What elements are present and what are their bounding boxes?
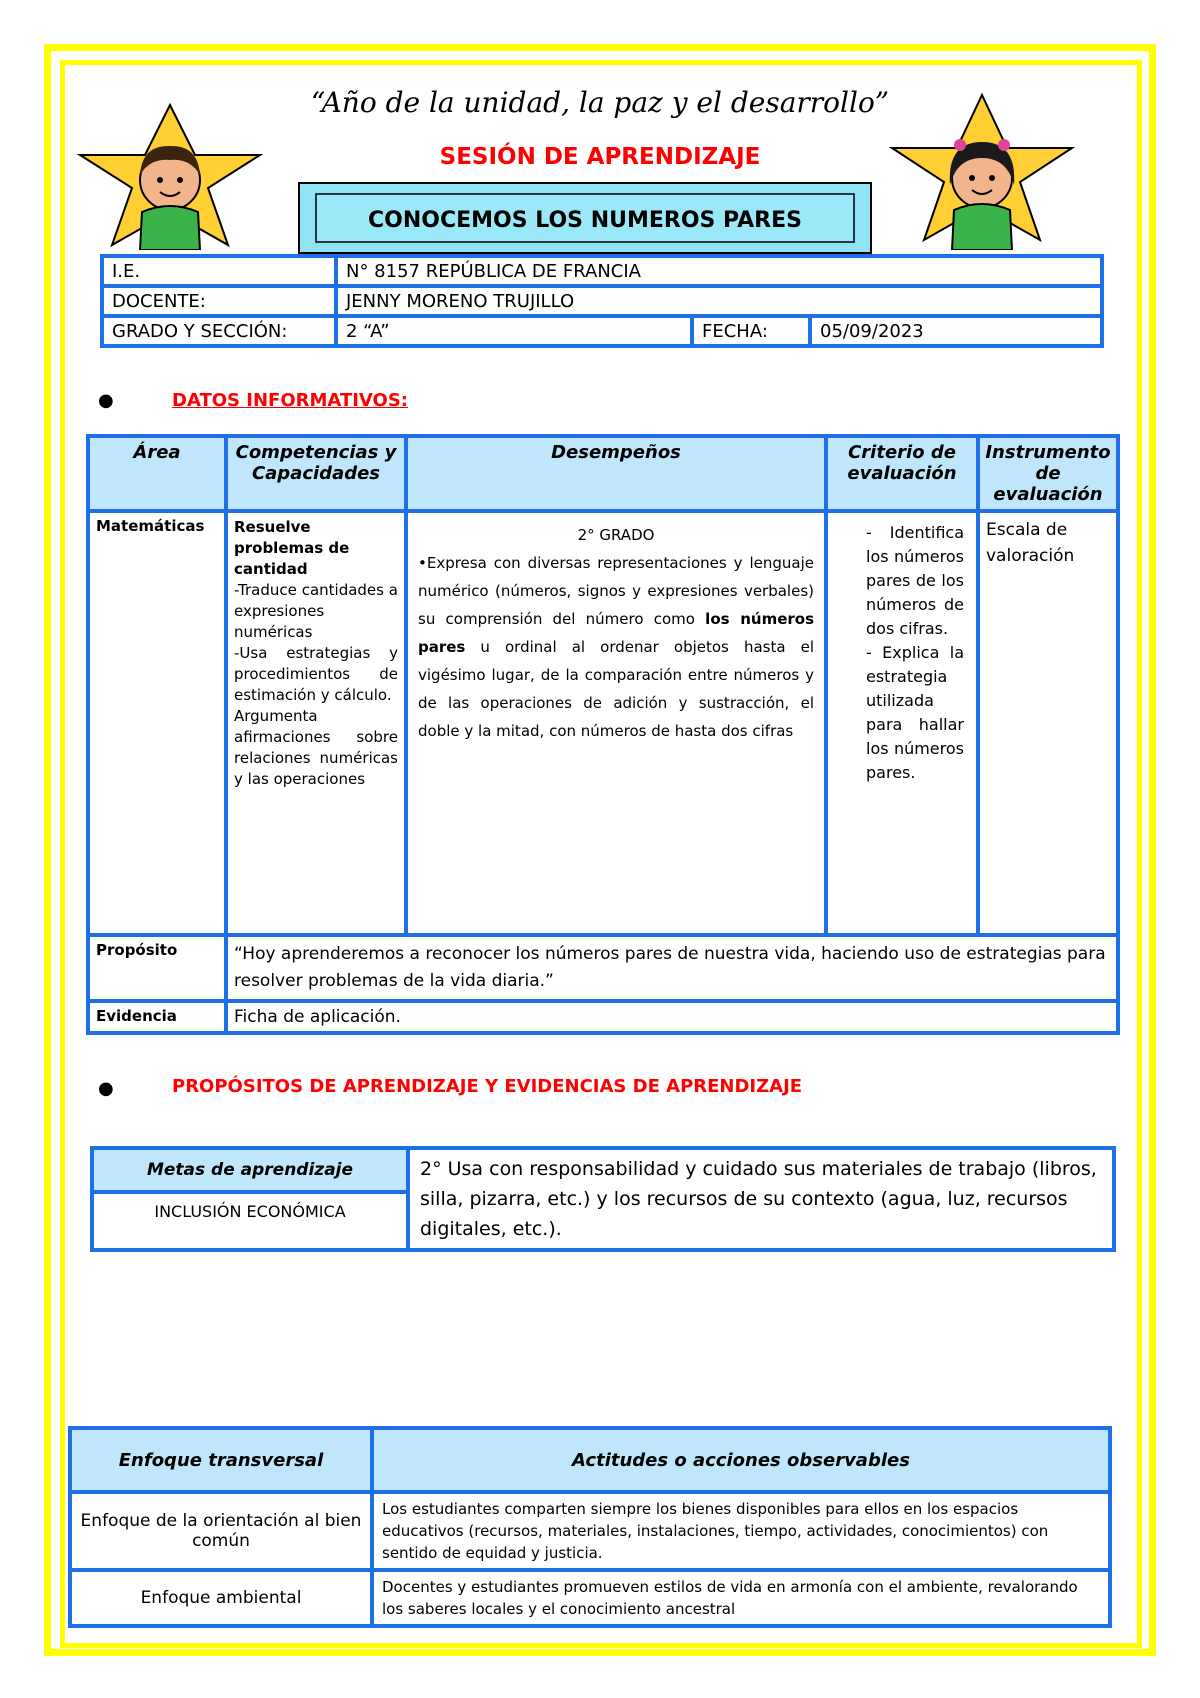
session-title: SESIÓN DE APRENDIZAJE (439, 144, 761, 170)
star-boy-illustration (70, 100, 310, 250)
desempeno-cell (406, 511, 826, 935)
year-motto: “Año de la unidad, la paz y el desarrollo” (310, 86, 890, 119)
criterio-item: - Explica la estrategia utilizada para hallar los números pares. (866, 643, 964, 782)
grado-label: GRADO Y SECCIÓN: (102, 316, 336, 346)
competencias-cell (226, 511, 406, 935)
metas-sub: INCLUSIÓN ECONÓMICA (92, 1192, 408, 1250)
desempeno-text-post: u ordinal al ordenar objetos hasta el vigésimo lugar, de la comparación entre números y de las operaciones de adición y sustracción, el doble y la mitad, con números de hasta dos cifras (418, 638, 814, 740)
grado-label-text: 2° GRADO (577, 526, 655, 544)
fecha-value: 05/09/2023 (810, 316, 1102, 346)
desempeno-text-pre: •Expresa con diversas representaciones y lenguaje numérico (números, signos y expresiones verbales) su comprensión del número como (418, 554, 814, 628)
ie-label: I.E. (102, 256, 336, 286)
enfoque-text: Docentes y estudiantes promueven estilos de vida en armonía con el ambiente, revalorando los saberes locales y el conocimiento ancestral (372, 1570, 1110, 1626)
enfoques-table (68, 1426, 1112, 1628)
header-criterio: Criterio de evaluación (826, 436, 978, 511)
enfoque-header-left: Enfoque transversal (70, 1428, 372, 1492)
banner-title: CONOCEMOS LOS NUMEROS PARES (368, 208, 802, 233)
metas-table (90, 1146, 1116, 1252)
propositos-heading: PROPÓSITOS DE APRENDIZAJE Y EVIDENCIAS DE APRENDIZAJE (172, 1076, 803, 1097)
criterio-cell (826, 511, 978, 935)
criterio-item: - Identifica los números pares de los números de dos cifras. (866, 523, 964, 638)
enfoque-name: Enfoque ambiental (70, 1570, 372, 1626)
header-area: Área (88, 436, 226, 511)
metas-label: Metas de aprendizaje (92, 1148, 408, 1192)
enfoque-text: Los estudiantes comparten siempre los bienes disponibles para ellos en los espacios educativos (recursos, materiales, instalaciones, tiempo, actividades, conocimientos) con sentido de equidad y justicia. (372, 1492, 1110, 1570)
header-desempenos: Desempeños (406, 436, 826, 511)
datos-table (86, 434, 1120, 1035)
datos-heading: DATOS INFORMATIVOS: (172, 390, 409, 411)
instrumento-value: Escala de valoración (978, 511, 1118, 935)
evidencia-text: Ficha de aplicación. (226, 1001, 1118, 1033)
bullet-propositos: ● (98, 1078, 114, 1099)
enfoque-name: Enfoque de la orientación al bien común (70, 1492, 372, 1570)
proposito-text: “Hoy aprenderemos a reconocer los números pares de nuestra vida, haciendo uso de estrategias para resolver problemas de la vida diaria.” (226, 935, 1118, 1001)
evidencia-label: Evidencia (88, 1001, 226, 1033)
ie-value: N° 8157 REPÚBLICA DE FRANCIA (336, 256, 1102, 286)
desempeno-text-bold: los números pares (418, 610, 815, 656)
star-girl-illustration (862, 90, 1102, 250)
school-info-table (100, 254, 1104, 348)
competencia-title: Resuelve problemas de cantidad (234, 518, 350, 578)
metas-text: 2° Usa con responsabilidad y cuidado sus materiales de trabajo (libros, silla, pizarra, etc.) y los recursos de su contexto (agua, luz, recursos digitales, etc.). (408, 1148, 1114, 1250)
enfoque-header-right: Actitudes o acciones observables (372, 1428, 1110, 1492)
capacidad-item: Argumenta afirmaciones sobre relaciones numéricas y las operaciones (234, 707, 398, 788)
grado-value: 2 “A” (336, 316, 692, 346)
proposito-label: Propósito (88, 935, 226, 1001)
header-competencias: Competencias y Capacidades (226, 436, 406, 511)
bullet-datos: ● (98, 390, 114, 411)
desempeno-text (418, 549, 814, 745)
docente-value: JENNY MORENO TRUJILLO (336, 286, 1102, 316)
area-value: Matemáticas (88, 511, 226, 935)
docente-label: DOCENTE: (102, 286, 336, 316)
capacidad-item: -Traduce cantidades a expresiones numéricas (234, 581, 398, 641)
fecha-label: FECHA: (692, 316, 810, 346)
header-instrumento: Instrumento de evaluación (978, 436, 1118, 511)
capacidad-item: -Usa estrategias y procedimientos de estimación y cálculo. (234, 644, 398, 704)
